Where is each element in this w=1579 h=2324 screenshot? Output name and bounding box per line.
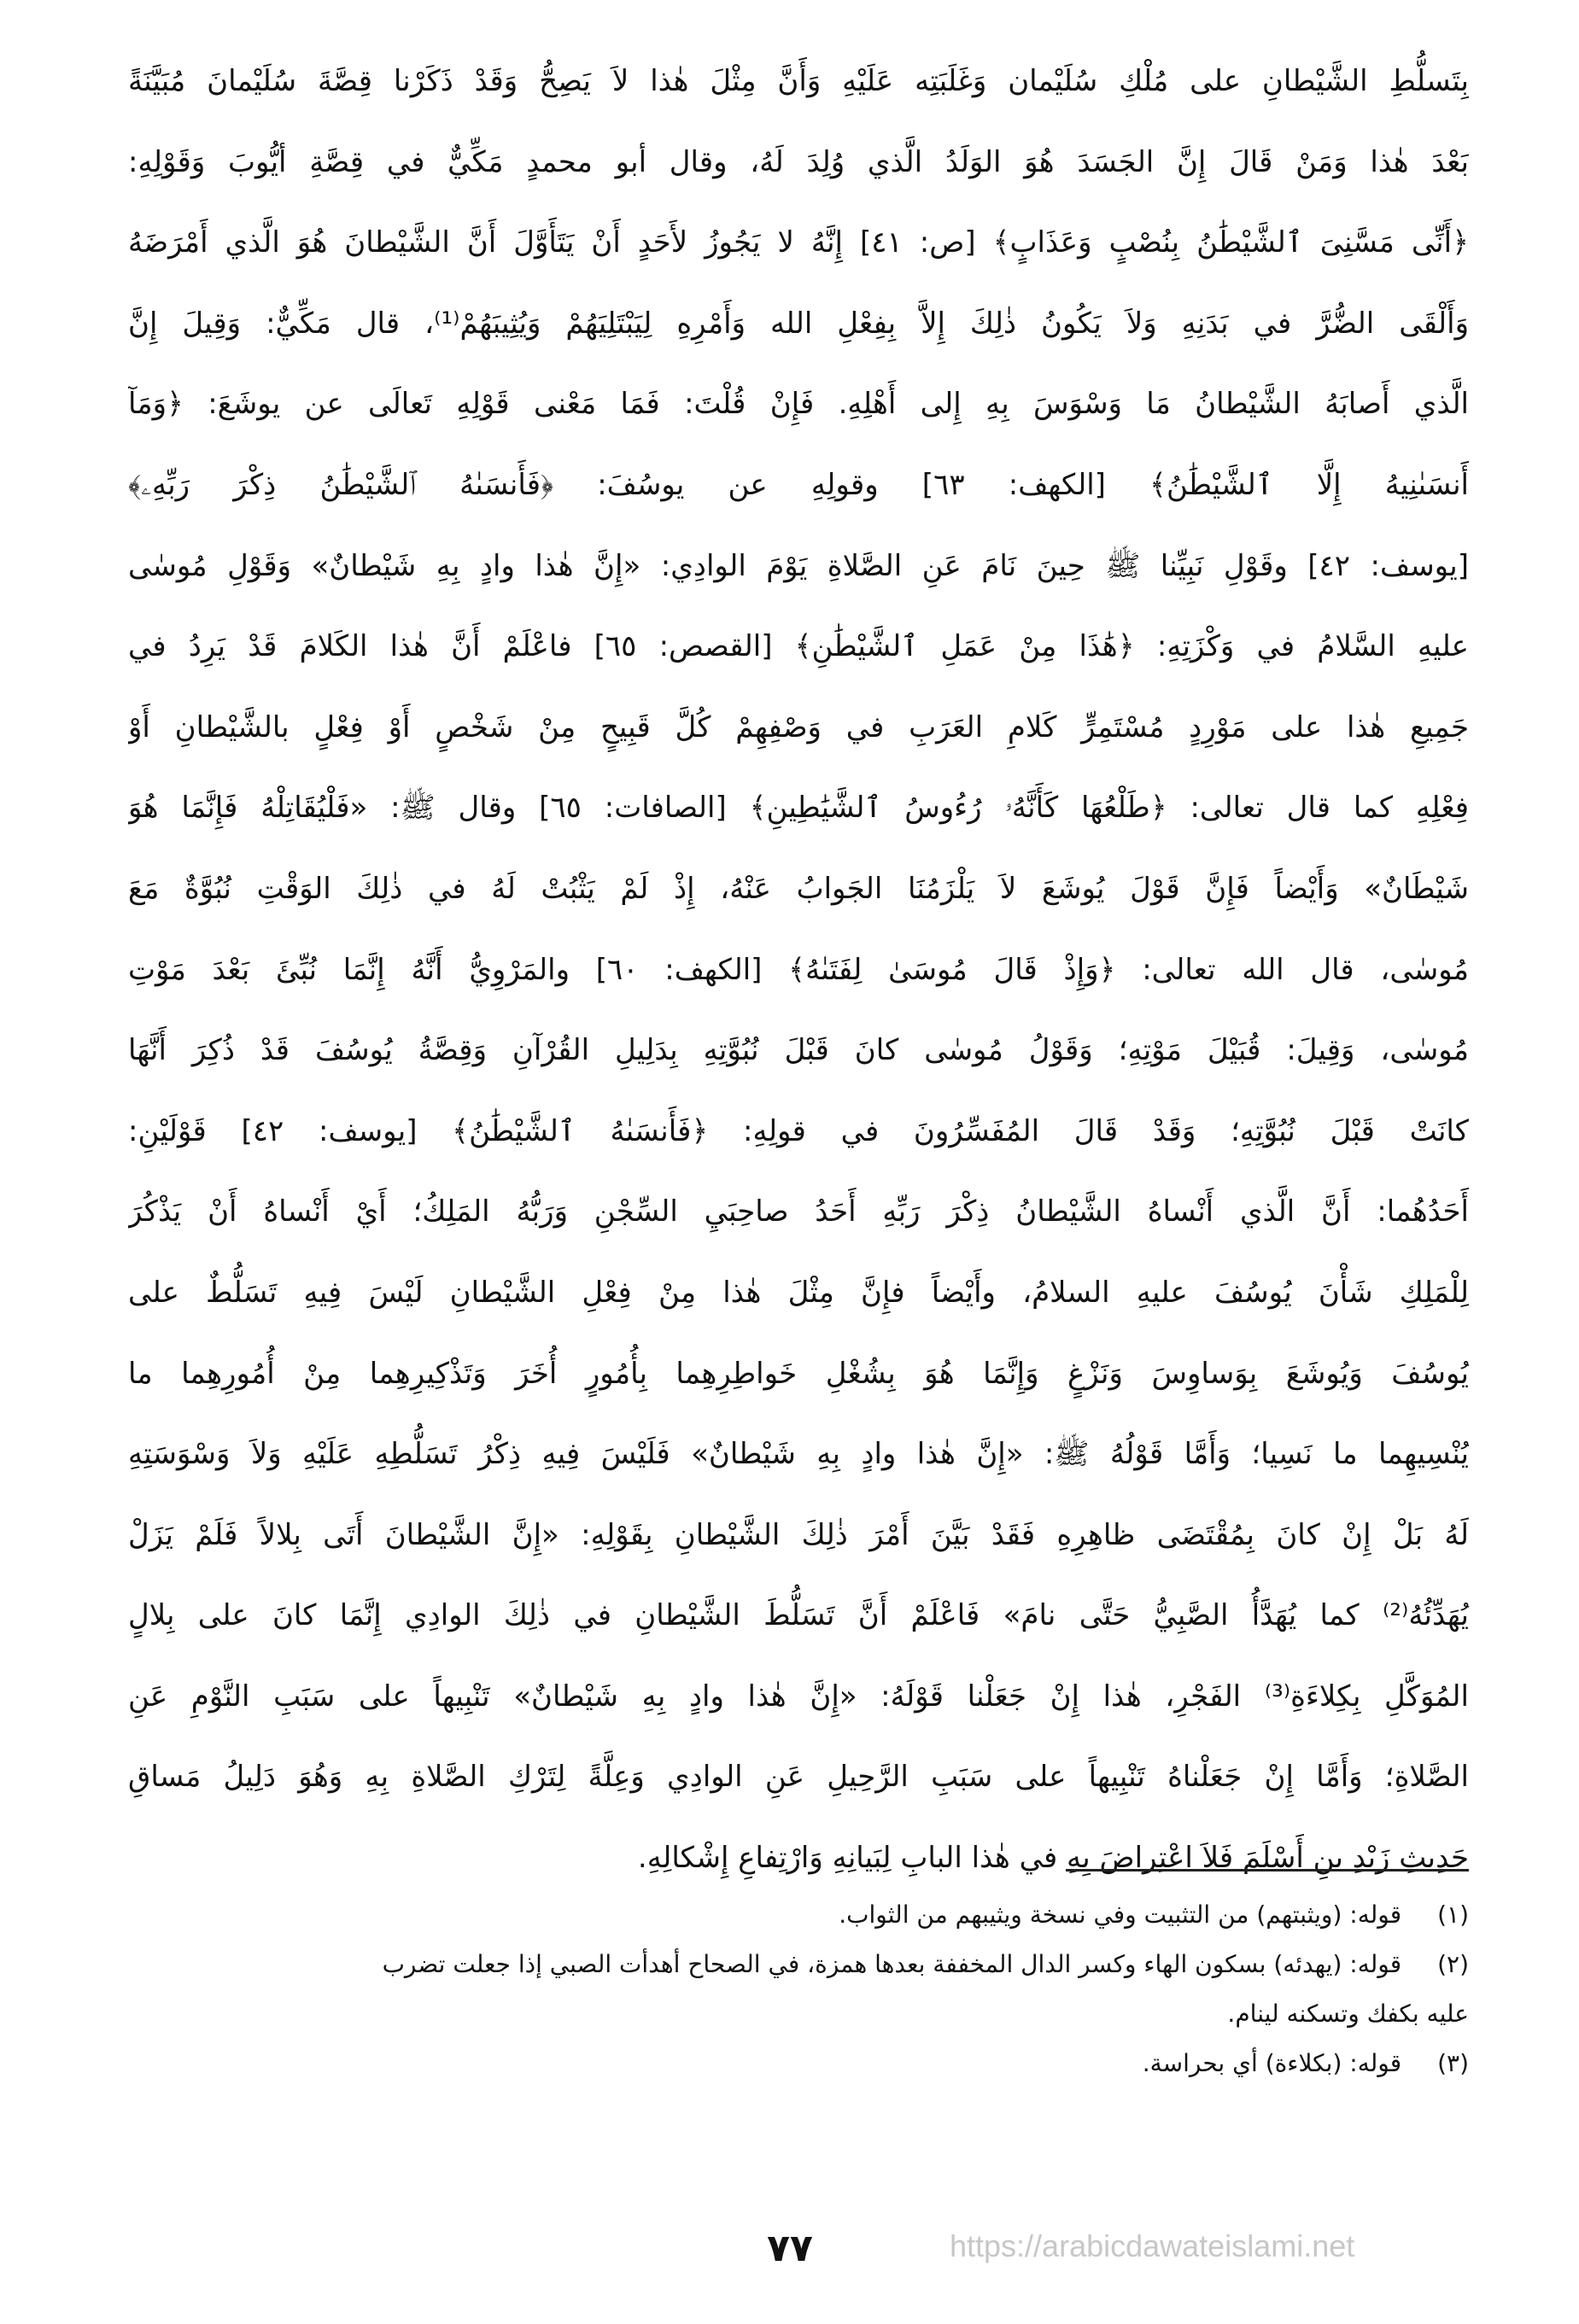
footnote-text: عليه بكفك وتسكنه لينام. <box>1227 2000 1469 2028</box>
footnote-number: (٢) <box>1437 1950 1469 1978</box>
text-line: مُوسٰى، وَقِيلَ: قُبَيْلَ مَوْتِهِ؛ وَقَوْلُ مُوسٰى كانَ قَبْلَ نُبُوَّتِهِ بِدَلِيلِ القُرْآنِ وَقِصَّةُ يُوسُفَ قَدْ ذُكِرَ أَنَّهَا <box>128 1033 1469 1068</box>
text-line: حَدِيثِ زَيْدِ بنِ أَسْلَمَ فَلاَ اعْتِراضَ بِهِ في هٰذا البابِ لِبَيانِهِ وَارْتِفاعِ إِشْكالِهِ. <box>637 1841 1469 1876</box>
footnote-1 <box>128 1890 1469 1940</box>
text-line: وَأَلْقَى الضُّرَّ في بَدَنِهِ وَلاَ يَكُونُ ذٰلِكَ إِلاَّ بِفِعْلِ الله وَأَمْرِهِ لِيَبْتَلِيَهُمْ وَيُثِيبَهُمْ⁽¹⁾، قال مَكِّيٌّ: وَقِيلَ إِنَّ <box>128 306 1469 341</box>
footnote-number: (١) <box>1437 1901 1469 1929</box>
footnote-2 <box>128 1940 1469 1989</box>
text-line: أَنسَىٰنِيهُ إِلَّا ٱلشَّيْطَٰنُ﴾ [الكهف: ٦٣] وقولِهِ عن يوسُفَ: ﴿فَأَنسَىٰهُ ٱلشَّيْطَٰنُ ذِكْرَ رَبِّهِۦ﴾ <box>128 467 1469 502</box>
text-line: شَيْطَانٌ» وَأَيْضاً فَإِنَّ قَوْلَ يُوشَعَ لاَ يَلْزَمُنَا الجَوابُ عَنْهُ، إِذْ لَمْ يَثْبُتْ لَهُ في ذٰلِكَ الوَقْتِ نُبُوَّةٌ مَعَ <box>128 871 1469 906</box>
text-line: لِلْمَلِكِ شَأْنَ يُوسُفَ عليهِ السلامُ، وأَيْضاً فإِنَّ مِثْلَ هٰذا مِنْ فِعْلِ الشَّيْطانِ لَيْسَ فِيهِ تَسَلُّطٌ على <box>128 1275 1469 1310</box>
footnote-3 <box>128 2039 1469 2088</box>
footnote-number: (٣) <box>1437 2049 1469 2077</box>
footnote-text: قوله: (يهدئه) بسكون الهاء وكسر الدال المخففة بعدها همزة، في الصحاح أهدأت الصبي إذا جعلت تضرب <box>382 1950 1402 1978</box>
text-line: ﴿أَنِّى مَسَّنِىَ ٱلشَّيْطَٰنُ بِنُصْبٍ وَعَذَابٍ﴾ [ص: ٤١] إِنَّهُ لا يَجُوزُ لأَحَدٍ أَنْ يَتَأَوَّلَ أَنَّ الشَّيْطانَ هُوَ الَّذي أَمْرَضَهُ <box>128 225 1469 260</box>
footnotes <box>128 1890 1469 2088</box>
text-line: أَحَدُهُما: أَنَّ الَّذي أَنْساهُ الشَّيْطانُ ذِكْرَ رَبِّهِ أَحَدُ صاحِبَيِ السِّجْنِ وَرَبُّهُ المَلِكُ؛ أَيْ أَنْساهُ أَنْ يَذْكُرَ <box>128 1194 1469 1229</box>
text-line: يُهَدِّئُهُ⁽²⁾ كما يُهَدَّأُ الصَّبِيُّ حَتَّى نامَ» فَاعْلَمْ أَنَّ تَسَلُّطَ الشَّيْطانِ في ذٰلِكَ الوادِي إِنَّمَا كانَ على بِلالٍ <box>128 1598 1469 1633</box>
page-number: ٧٧ <box>767 2227 813 2270</box>
text-line: جَمِيعِ هٰذا على مَوْرِدٍ مُسْتَمِرٍّ كَلامِ العَرَبِ في وَصْفِهِمْ كُلَّ قَبِيحٍ مِنْ شَخْصٍ أَوْ فِعْلٍ بالشَّيْطانِ أَوْ <box>128 709 1469 744</box>
footnote-text: قوله: (ويثبتهم) من التثبيت وفي نسخة ويثيبهم من الثواب. <box>839 1901 1402 1929</box>
text-line: مُوسٰى، قال الله تعالى: ﴿وَإِذْ قَالَ مُوسَىٰ لِفَتَىٰهُ﴾ [الكهف: ٦٠] والمَرْوِيُّ أَنَّهُ إِنَّمَا نُبِّئَ بَعْدَ مَوْتِ <box>128 952 1469 987</box>
text-line: بَعْدَ هٰذا وَمَنْ قَالَ إِنَّ الجَسَدَ هُوَ الوَلَدُ الَّذي وُلِدَ لَهُ، وقال أبو محمدٍ مَكِّيٌّ في قِصَّةِ أيُّوبَ وَقَوْلِهِ: <box>128 144 1469 179</box>
text-line: عليهِ السَّلامُ في وَكْزَتِهِ: ﴿هَٰذَا مِنْ عَمَلِ ٱلشَّيْطَٰنِ﴾ [القصص: ٦٥] فاعْلَمْ أَنَّ هٰذا الكَلامَ قَدْ يَرِدُ في <box>128 629 1469 664</box>
text-line: المُوَكَّلِ بِكِلاءَةِ⁽³⁾ الفَجْرِ، هٰذا إِنْ جَعَلْنا قَوْلَهُ: «إِنَّ هٰذا وادٍ بِهِ شَيْطانٌ» تَنْبِيهاً على سَبَبِ النَّوْمِ عَنِ <box>128 1679 1469 1714</box>
text-line: لَهُ بَلْ إِنْ كانَ بِمُقْتَضَى ظاهِرِهِ فَقَدْ بَيَّنَ أَمْرَ ذٰلِكَ الشَّيْطانِ بِقَوْلِهِ: «إِنَّ الشَّيْطانَ أَتَى بِلالاً فَلَمْ يَزَلْ <box>128 1517 1469 1552</box>
watermark-url: https://arabicdawateislami.net <box>950 2228 1355 2263</box>
main-text <box>128 41 1469 1899</box>
text-line: الصَّلاةِ؛ وَأَمَّا إِنْ جَعَلْناهُ تَنْبِيهاً على سَبَبِ الرَّحِيلِ عَنِ الوادِي وَعِلَّةً لِتَرْكِ الصَّلاةِ بِهِ وَهُوَ دَلِيلُ مَساقِ <box>128 1760 1469 1795</box>
text-line: يُنْسِيهِما ما نَسِيا؛ وَأَمَّا قَوْلُهُ ﷺ: «إِنَّ هٰذا وادٍ بِهِ شَيْطانٌ» فَلَيْسَ فِيهِ ذِكْرُ تَسَلُّطِهِ عَلَيْهِ وَلاَ وَسْوَسَتِهِ <box>128 1437 1469 1472</box>
text-line: كانَتْ قَبْلَ نُبُوَّتِهِ؛ وَقَدْ قَالَ المُفَسِّرُونَ في قولِهِ: ﴿فَأَنسَىٰهُ ٱلشَّيْطَٰنُ﴾ [يوسف: ٤٢] قَوْلَيْنِ: <box>128 1113 1469 1148</box>
text-line: الَّذي أَصابَهُ الشَّيْطانُ مَا وَسْوَسَ بِهِ إِلى أَهْلِهِ. فَإِنْ قُلْتَ: فَمَا مَعْنى قَوْلِهِ تَعالَى عن يوشَعَ: ﴿وَمَآ <box>128 387 1469 422</box>
text-line: [يوسف: ٤٢] وقَوْلِ نَبِيِّنا ﷺ حِينَ نَامَ عَنِ الصَّلاةِ يَوْمَ الوادِي: «إِنَّ هٰذا وادٍ بِهِ شَيْطانٌ» وَقَوْلِ مُوسٰى <box>128 548 1469 583</box>
footnote-2-continuation <box>128 1989 1469 2039</box>
text-line: يُوسُفَ وَيُوشَعَ بِوَساوِسَ وَنَزْغٍ وَإِنَّمَا هُوَ بِشُغْلِ خَواطِرِهِما بِأُمُورٍ أُخَرَ وَتَذْكِيرِهِما مِنْ أُمُورِهِما ما <box>128 1356 1469 1391</box>
footnote-divider <box>1066 1869 1469 1871</box>
text-line: فِعْلِهِ كما قال تعالى: ﴿طَلْعُهَا كَأَنَّهُۥ رُءُوسُ ٱلشَّيَٰطِينِ﴾ [الصافات: ٦٥] وقال ﷺ: «فَلْيُقَاتِلْهُ فَإِنَّمَا هُوَ <box>128 791 1469 826</box>
footnote-text: قوله: (بكلاءة) أي بحراسة. <box>1142 2049 1402 2077</box>
text-line: بِتَسلُّطِ الشَّيْطانِ على مُلْكِ سُلَيْمان وَغَلَبَتِه عَلَيْهِ وَأَنَّ مِثْلَ هٰذا لاَ يَصِحُّ وَقَدْ ذَكَرْنا قِصَّةَ سُلَيْمانَ مُبَيَّنَةً <box>128 64 1469 98</box>
